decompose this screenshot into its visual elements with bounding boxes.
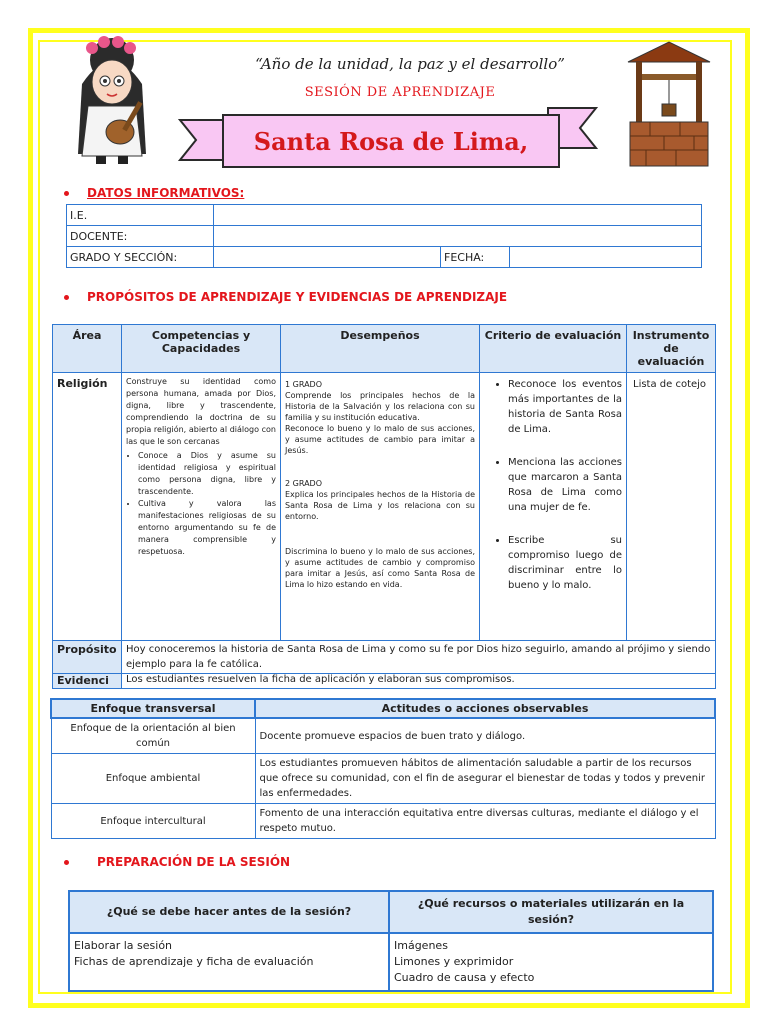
antes-cell	[69, 933, 389, 991]
recurso-item: Limones y exprimidor	[394, 955, 514, 968]
bullet-icon	[64, 860, 69, 865]
col-criterio: Criterio de evaluación	[480, 325, 627, 373]
grado-field[interactable]	[214, 247, 441, 268]
grado2-p1: Explica los principales hechos de la Historia de Santa Rosa de Lima y los relaciona con su entorno.	[285, 490, 475, 521]
preparacion-heading: PREPARACIÓN DE LA SESIÓN	[64, 855, 290, 869]
desempenos-cell	[281, 373, 480, 641]
col-instrumento: Instrumento de evaluación	[627, 325, 716, 373]
col-antes: ¿Qué se debe hacer antes de la sesión?	[69, 891, 389, 933]
capacidad-item: • Cultiva y valora las manifestaciones religiosas de su entorno argumentando su fe de manera comprensible y respetuosa.	[138, 498, 276, 558]
instrumento-cell: Lista de cotejo	[627, 373, 716, 641]
preparacion-table	[68, 890, 714, 992]
recurso-item: Imágenes	[394, 939, 448, 952]
col-competencias: Competencias y Capacidades	[122, 325, 281, 373]
title-banner	[222, 114, 560, 168]
propositos-heading: PROPÓSITOS DE APRENDIZAJE Y EVIDENCIAS DE APRENDIZAJE	[64, 290, 507, 304]
session-label: SESIÓN DE APRENDIZAJE	[304, 85, 496, 100]
motto-text: “Año de la unidad, la paz y el desarrollo”	[255, 55, 565, 73]
criterio-item: • Escribe su compromiso luego de discriminar entre lo bueno y lo malo.	[508, 533, 622, 593]
ie-label: I.E.	[67, 205, 214, 226]
grado1-title: 1 GRADO	[285, 380, 322, 389]
fecha-label: FECHA:	[441, 247, 510, 268]
antes-item: Fichas de aprendizaje y ficha de evaluación	[74, 955, 314, 968]
col-desempenos: Desempeños	[281, 325, 480, 373]
recursos-cell	[389, 933, 713, 991]
grado-label: GRADO Y SECCIÓN:	[67, 247, 214, 268]
docente-label: DOCENTE:	[67, 226, 214, 247]
datos-table	[66, 204, 702, 268]
criterio-item: • Menciona las acciones que marcaron a Santa Rosa de Lima como una mujer de fe.	[508, 455, 622, 515]
well-illustration	[624, 38, 714, 170]
datos-heading: DATOS INFORMATIVOS:	[64, 186, 244, 200]
grado2-title: 2 GRADO	[285, 479, 322, 488]
enfoques-table	[50, 698, 716, 839]
criterios-cell	[480, 373, 627, 641]
criterio-item: • Reconoce los eventos más importantes de la historia de Santa Rosa de Lima.	[508, 377, 622, 437]
competencia-intro: Construye su identidad como persona humana, amada por Dios, digna, libre y trascendente, comprendiendo la doctrina de su propia religión, abierto al diálogo con las que le son cercanas	[126, 377, 276, 446]
evidencia-text: Los estudiantes resuelven la ficha de aplicación y elaboran sus compromisos.	[122, 674, 716, 689]
proposito-text: Hoy conoceremos la historia de Santa Rosa de Lima y como su fe por Dios hizo seguirlo, amando al prójimo y siendo ejemplo para la fe católica.	[122, 641, 716, 674]
capacidad-item: • Conoce a Dios y asume su identidad religiosa y espiritual como persona digna, libre y trascendente.	[138, 450, 276, 498]
ie-field[interactable]	[214, 205, 702, 226]
col-recursos: ¿Qué recursos o materiales utilizarán en la sesión?	[389, 891, 713, 933]
propositos-table	[52, 324, 716, 689]
grado1-p1: Comprende los principales hechos de la Historia de la Salvación y los relaciona con su familia y su institución educativa.	[285, 391, 475, 422]
enfoque-text: Docente promueve espacios de buen trato y diálogo.	[255, 718, 715, 754]
enfoque-text: Fomento de una interacción equitativa entre diversas culturas, mediante el diálogo y el respeto mutuo.	[255, 804, 715, 839]
bullet-icon	[64, 191, 69, 196]
proposito-label: Propósito	[53, 641, 122, 674]
col-area: Área	[53, 325, 122, 373]
area-cell: Religión	[53, 373, 122, 641]
bullet-icon	[64, 295, 69, 300]
col-enfoque: Enfoque transversal	[51, 699, 255, 718]
fecha-field[interactable]	[510, 247, 702, 268]
enfoque-name: Enfoque intercultural	[51, 804, 255, 839]
santa-rosa-illustration	[62, 34, 162, 174]
enfoque-name: Enfoque de la orientación al bien común	[51, 718, 255, 754]
grado2-p2: Discrimina lo bueno y lo malo de sus acciones, y asume actitudes de cambio y compromiso para imitar a Jesús, así como Santa Rosa de Lima lo hizo estando en vida.	[285, 547, 475, 589]
session-title: Santa Rosa de Lima,	[253, 127, 529, 156]
docente-field[interactable]	[214, 226, 702, 247]
enfoque-name: Enfoque ambiental	[51, 754, 255, 804]
evidencia-label: Evidenci	[53, 674, 122, 689]
col-actitudes: Actitudes o acciones observables	[255, 699, 715, 718]
enfoque-text: Los estudiantes promueven hábitos de alimentación saludable a partir de los recursos que ofrece su comunidad, con el fin de asegurar el bienestar de todas y todos y prevenir las enfermedades.	[255, 754, 715, 804]
competencias-cell	[122, 373, 281, 641]
antes-item: Elaborar la sesión	[74, 939, 173, 952]
grado1-p2: Reconoce lo bueno y lo malo de sus acciones, y asume actitudes de cambio para imitar a Jesús.	[285, 424, 475, 455]
recurso-item: Cuadro de causa y efecto	[394, 971, 535, 984]
